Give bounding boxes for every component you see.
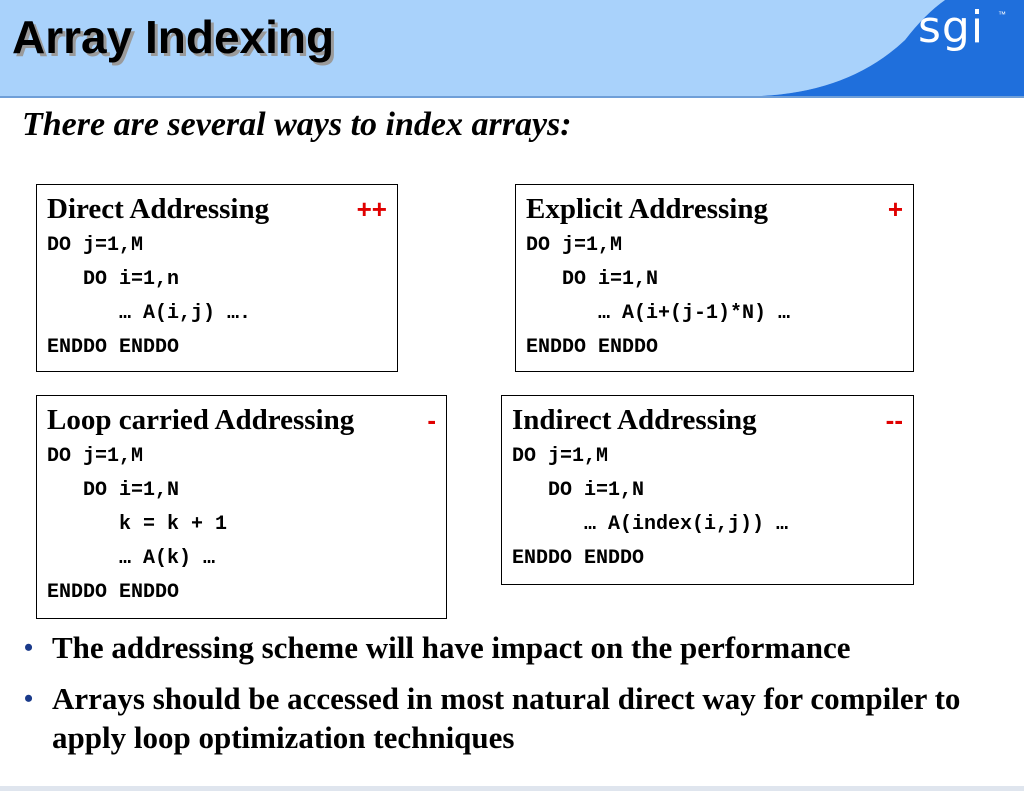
footer-divider [0,786,1024,791]
header-band [0,0,1024,100]
code-line: ENDDO ENDDO [512,547,645,570]
bullet-list [24,628,1014,769]
performance-rating: + [887,194,903,224]
box-header [512,406,903,440]
explicit-addressing-box [515,184,914,372]
slide-subtitle: There are several ways to index arrays: [22,106,572,143]
code-line: DO i=1,n [47,268,180,291]
box-title: Explicit Addressing [526,193,768,225]
performance-rating: -- [885,405,903,435]
code-block [47,229,387,365]
box-header [526,195,903,229]
code-line: … A(i,j) …. [47,302,252,325]
code-line: … A(k) … [47,547,216,570]
bullet-dot-icon: • [24,684,34,713]
trademark-mark: ™ [998,10,1006,19]
bullet-item [24,679,1014,757]
performance-rating: - [427,405,436,435]
code-line: … A(i+(j-1)*N) … [526,302,791,325]
code-line: … A(index(i,j)) … [512,513,789,536]
code-line: ENDDO ENDDO [526,336,659,359]
code-line: DO j=1,M [47,445,144,468]
code-line: DO j=1,M [526,234,623,257]
code-line: DO i=1,N [47,479,180,502]
performance-rating: ++ [356,194,387,224]
page-title: Array Indexing [12,11,335,63]
indirect-addressing-box [501,395,914,585]
box-title: Direct Addressing [47,193,270,225]
code-line: ENDDO ENDDO [47,336,180,359]
code-line: DO j=1,M [512,445,609,468]
code-block [512,440,903,576]
code-line: DO j=1,M [47,234,144,257]
loop-carried-addressing-box [36,395,447,619]
box-title: Indirect Addressing [512,404,757,436]
code-line: DO i=1,N [526,268,659,291]
code-line: ENDDO ENDDO [47,581,180,604]
code-line: DO i=1,N [512,479,645,502]
box-title: Loop carried Addressing [47,404,355,436]
sgi-logo: sgi [918,2,985,53]
bullet-item [24,628,1014,667]
code-line: k = k + 1 [47,513,228,536]
bullet-text: The addressing scheme will have impact on the performance [52,630,851,665]
code-block [526,229,903,365]
direct-addressing-box [36,184,398,372]
bullet-dot-icon: • [24,633,34,662]
box-header [47,195,387,229]
code-block [47,440,436,610]
bullet-text: Arrays should be accessed in most natural direct way for compiler to apply loop optimization techniques [52,681,961,755]
box-header [47,406,436,440]
